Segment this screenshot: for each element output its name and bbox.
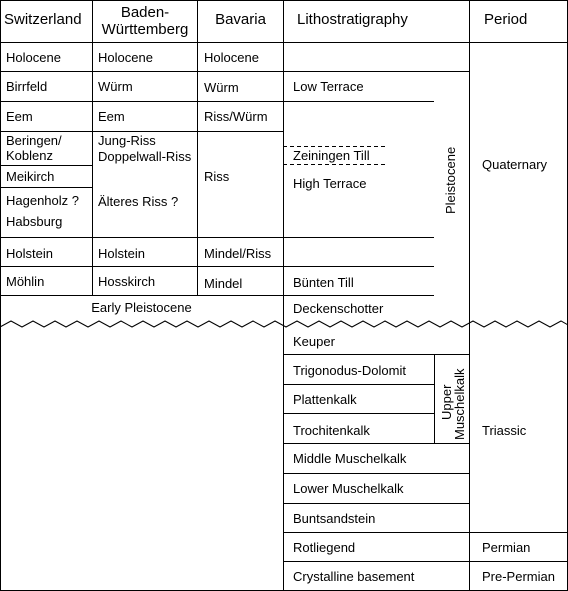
bw-hosskirch: Hosskirch bbox=[98, 274, 156, 289]
litho-low-terrace: Low Terrace bbox=[293, 79, 364, 94]
bw-holstein: Holstein bbox=[98, 246, 145, 261]
period-permian: Permian bbox=[482, 540, 531, 555]
litho-high-terrace: High Terrace bbox=[293, 176, 367, 191]
ch-koblenz: Koblenz bbox=[6, 148, 53, 163]
litho-crystalline-basement: Crystalline basement bbox=[293, 569, 415, 584]
by-riss-wurm: Riss/Würm bbox=[204, 109, 268, 124]
ch-beringen: Beringen/ bbox=[6, 133, 62, 148]
header-period: Period bbox=[484, 11, 528, 28]
litho-plattenkalk: Plattenkalk bbox=[293, 392, 357, 407]
bw-wurm: Würm bbox=[98, 79, 133, 94]
litho-rotliegend: Rotliegend bbox=[293, 540, 356, 555]
period-quaternary: Quaternary bbox=[482, 157, 548, 172]
bw-holocene: Holocene bbox=[98, 50, 153, 65]
litho-trigonodus-dolomit: Trigonodus-Dolomit bbox=[293, 363, 406, 378]
header-bw-line1: Baden- bbox=[120, 4, 170, 21]
epoch-upper-muschelkalk-line1: Upper bbox=[439, 384, 454, 420]
ch-meikirch: Meikirch bbox=[6, 169, 55, 184]
ch-birrfeld: Birrfeld bbox=[6, 79, 48, 94]
ch-holocene: Holocene bbox=[6, 50, 61, 65]
litho-lower-muschelkalk: Lower Muschelkalk bbox=[293, 481, 404, 496]
litho-buntsandstein: Buntsandstein bbox=[293, 511, 376, 526]
header-bw-line2: Württemberg bbox=[101, 21, 189, 38]
period-pre-permian: Pre-Permian bbox=[482, 569, 555, 584]
by-wurm: Würm bbox=[204, 80, 239, 95]
header-lithostratigraphy: Lithostratigraphy bbox=[297, 11, 408, 28]
litho-zeiningen-till: Zeiningen Till bbox=[293, 148, 370, 163]
bw-alteres-riss: Älteres Riss ? bbox=[98, 194, 179, 209]
by-holocene: Holocene bbox=[204, 50, 259, 65]
header-bavaria: Bavaria bbox=[215, 11, 266, 28]
early-pleistocene: Early Pleistocene bbox=[91, 300, 192, 315]
by-mindel: Mindel bbox=[204, 276, 243, 291]
litho-middle-muschelkalk: Middle Muschelkalk bbox=[293, 451, 407, 466]
ch-holstein: Holstein bbox=[6, 246, 53, 261]
ch-habsburg: Habsburg bbox=[6, 214, 63, 229]
bw-eem: Eem bbox=[98, 109, 125, 124]
ch-eem: Eem bbox=[6, 109, 33, 124]
litho-trochitenkalk: Trochitenkalk bbox=[293, 423, 370, 438]
epoch-pleistocene: Pleistocene bbox=[443, 146, 458, 214]
by-riss: Riss bbox=[204, 169, 230, 184]
period-triassic: Triassic bbox=[482, 423, 527, 438]
litho-bunten-till: Bünten Till bbox=[293, 275, 354, 290]
header-switzerland: Switzerland bbox=[4, 11, 82, 28]
litho-deckenschotter: Deckenschotter bbox=[293, 301, 384, 316]
litho-keuper: Keuper bbox=[293, 334, 335, 349]
epoch-upper-muschelkalk-line2: Muschelkalk bbox=[452, 368, 467, 440]
ch-mohlin: Möhlin bbox=[6, 274, 45, 289]
bw-doppelwall-riss: Doppelwall-Riss bbox=[98, 149, 192, 164]
ch-hagenholz: Hagenholz ? bbox=[6, 193, 79, 208]
bw-jung-riss: Jung-Riss bbox=[98, 133, 156, 148]
by-mindel-riss: Mindel/Riss bbox=[204, 246, 272, 261]
